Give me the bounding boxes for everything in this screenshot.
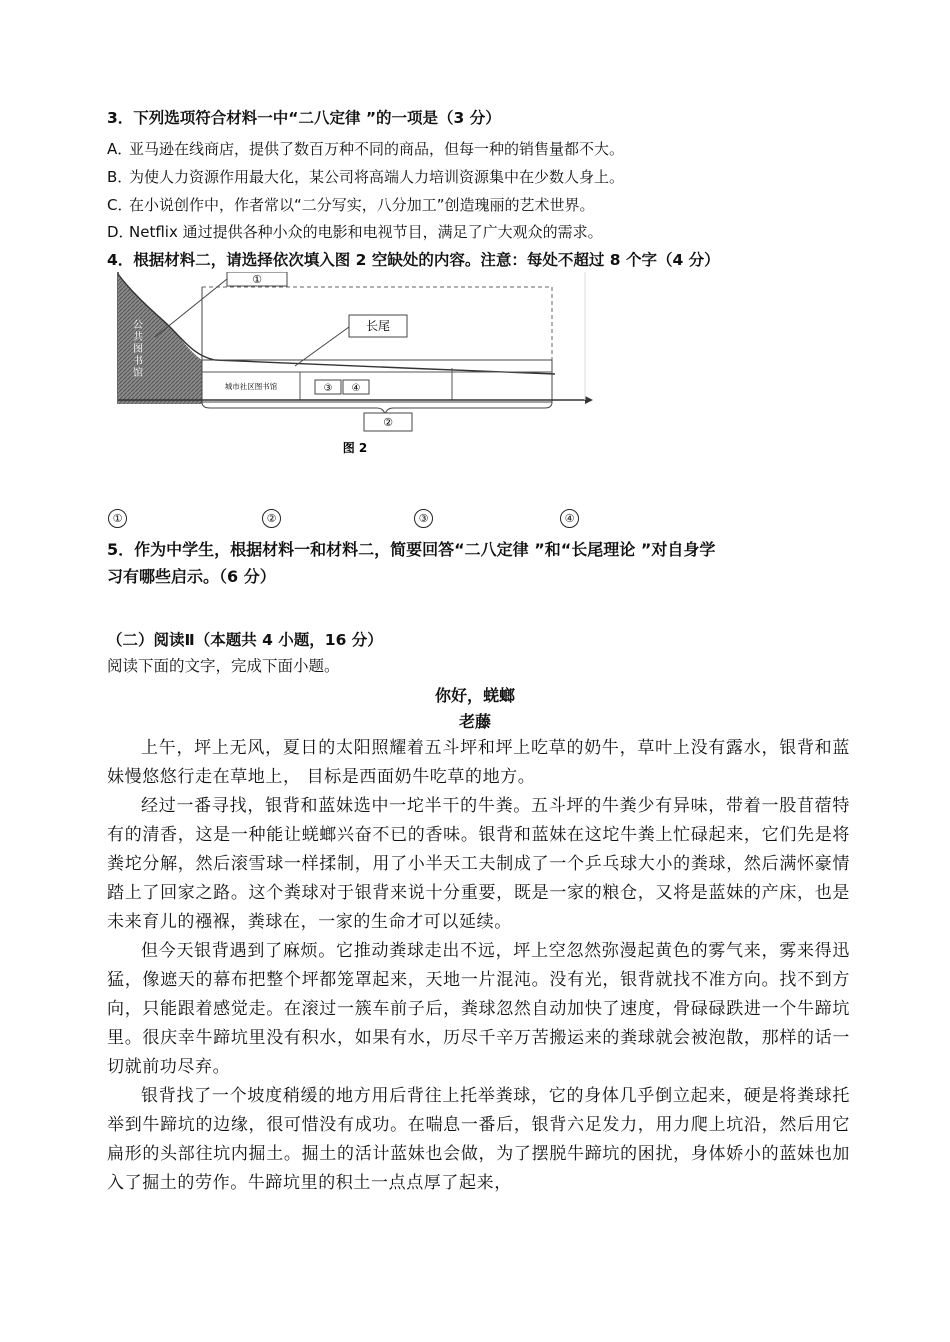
option-text: 为使人力资源作用最大化，某公司将高端人力培训资源集中在少数人身上。: [129, 168, 625, 186]
article-author: 老藤: [458, 712, 491, 731]
option-text: 亚马逊在线商店，提供了数百万种不同的商品，但每一种的销售量都不大。: [129, 140, 625, 158]
option-text: Netflix 通过提供各种小众的电影和电视节目，满足了广大观众的需求。: [129, 223, 603, 241]
option-letter: D．: [107, 223, 134, 241]
article-body: [107, 734, 850, 1198]
community-library-label: 城市社区图书馆: [224, 382, 278, 391]
question-5-line-1: 5．作为中学生，根据材料一和材料二，简要回答“二八定律 ”和“长尾理论 ”对自身学: [107, 540, 716, 559]
tail-brace: [202, 402, 552, 414]
article-paragraph-1: 上午，坪上无风，夏日的太阳照耀着五斗坪和坪上吃草的奶牛，草叶上没有露水，银背和蓝妹慢悠悠行走在草地上， 目标是西面奶牛吃草的地方。: [107, 738, 850, 787]
leader-line-1: [155, 279, 227, 337]
question-3-stem: 3．下列选项符合材料一中“二八定律 ”的一项是（3 分）: [107, 109, 501, 127]
public-library-char: 图: [133, 344, 143, 355]
question-4-stem: 4．根据材料二，请选择依次填入图 2 空缺处的内容。注意：每处不超过 8 个字（4 分）: [107, 251, 720, 269]
blank-box-2-label: ②: [383, 416, 393, 429]
long-tail-label: 长尾: [365, 319, 391, 333]
article-title: 你好，蜣螂: [434, 686, 515, 705]
public-library-char: 馆: [133, 368, 143, 379]
question-3-option-d: [107, 222, 603, 242]
article-paragraph-3: 但今天银背遇到了麻烦。它推动粪球走出不远，坪上空忽然弥漫起黄色的雾气来，雾来得迅猛，像遮天的幕布把整个坪都笼罩起来，天地一片混沌。没有光，银背就找不准方向。找不到方向，只能跟着感觉走。在滚过一簇车前子后，粪球忽然自动加快了速度，骨碌碌跌进一个牛蹄坑里。很庆幸牛蹄坑里没有积水，如果有水，历尽千辛万苦搬运来的粪球就会被泡散，那样的话一切就前功尽弃。: [107, 941, 850, 1077]
question-3-option-a: [107, 139, 624, 159]
answer-blank-4: ④: [560, 509, 579, 528]
public-library-char: 共: [133, 332, 143, 343]
article-paragraph-4: 银背找了一个坡度稍缓的地方用后背往上托举粪球，它的身体几乎倒立起来，硬是将粪球托举到牛蹄坑的边缘，很可惜没有成功。在喘息一番后，银背六足发力，用力爬上坑沿，然后用它扁形的头部往坑内掘土。掘土的活计蓝妹也会做，为了摆脱牛蹄坑的困扰，身体娇小的蓝妹也加入了掘土的劳作。牛蹄坑里的积土一点点厚了起来，: [107, 1086, 850, 1193]
blank-box-3-label: ③: [323, 383, 333, 394]
head-region-shading: [118, 274, 202, 404]
figure-2-long-tail-diagram: [115, 272, 595, 462]
question-3-option-b: [107, 167, 624, 187]
option-letter: B．: [107, 168, 133, 186]
option-text: 在小说创作中，作者常以“二分写实，八分加工”创造瑰丽的艺术世界。: [129, 196, 595, 214]
answer-blank-3: ③: [414, 509, 433, 528]
x-axis-arrowhead: [585, 396, 593, 404]
blank-box-1-label: ①: [252, 273, 262, 286]
section-2-instruction: 阅读下面的文字，完成下面小题。: [107, 657, 340, 675]
public-library-char: 公: [133, 320, 143, 331]
option-letter: A．: [107, 140, 133, 158]
option-letter: C．: [107, 196, 133, 214]
question-5-line-2: 习有哪些启示。（6 分）: [107, 567, 276, 586]
answer-blank-2: ②: [262, 509, 281, 528]
section-2-heading: （二）阅读Ⅱ（本题共 4 小题，16 分）: [107, 631, 383, 649]
article-paragraph-2: 经过一番寻找，银背和蓝妹选中一坨半干的牛粪。五斗坪的牛粪少有异味，带着一股苜蓿特有的清香，这是一种能让蜣螂兴奋不已的香味。银背和蓝妹在这坨牛粪上忙碌起来，它们先是将粪坨分解，然后滚雪球一样揉制，用了小半天工夫制成了一个乒乓球大小的粪球，然后满怀豪情踏上了回家之路。这个粪球对于银背来说十分重要，既是一家的粮仓，又将是蓝妹的产床，也是未来育儿的襁褓，粪球在，一家的生命才可以延续。: [107, 796, 850, 932]
figure-caption: 图 2: [342, 441, 368, 455]
answer-blank-1: ①: [108, 509, 127, 528]
question-3-option-c: [107, 195, 595, 215]
blank-box-4-label: ④: [351, 383, 361, 394]
public-library-char: 书: [133, 356, 143, 367]
